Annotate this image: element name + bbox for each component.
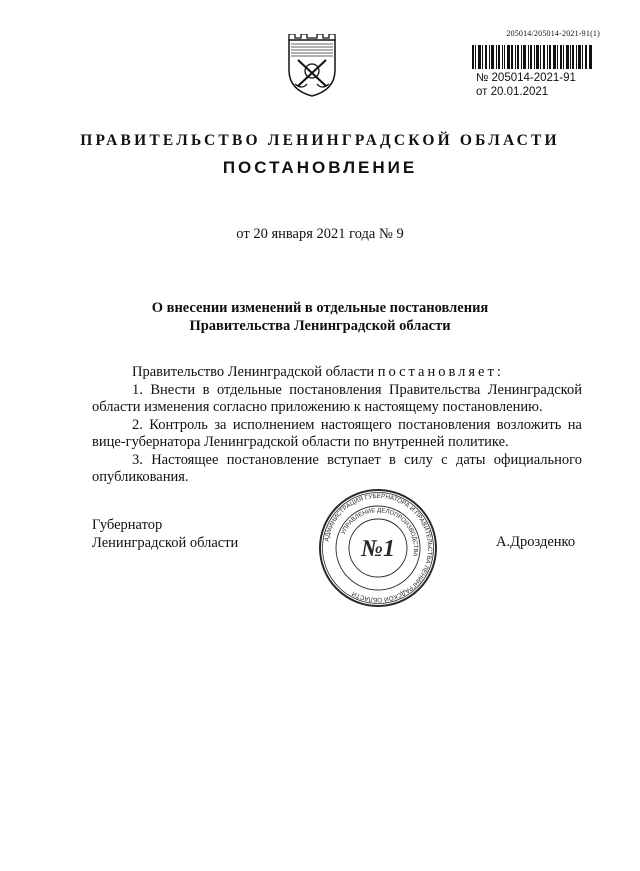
decree-word: постановляет: bbox=[377, 364, 504, 380]
stamp-ring-text: АДМИНИСТРАЦИЯ ГУБЕРНАТОРА И ПРАВИТЕЛЬСТВА ЛЕНИНГРАДСКОЙ ОБЛАСТИ bbox=[323, 492, 434, 604]
body-intro bbox=[92, 364, 582, 382]
body-item-1: 1. Внести в отдельные постановления Правительства Ленинградской области изменения согласно приложению к настоящему постановлению. bbox=[92, 381, 582, 415]
signatory-name: А.Дрозденко bbox=[496, 534, 576, 550]
body-item-2: 2. Контроль за исполнением настоящего постановления возложить на вице-губернатора Ленинградской области по внутренней политике. bbox=[92, 416, 582, 450]
intro-text: Правительство Ленинградской области bbox=[132, 364, 375, 380]
signatory-position bbox=[92, 516, 238, 552]
authority-heading: ПРАВИТЕЛЬСТВО ЛЕНИНГРАДСКОЙ ОБЛАСТИ bbox=[80, 132, 560, 149]
title-line-1: О внесении изменений в отдельные постановления bbox=[151, 300, 489, 316]
position-line-1: Губернатор bbox=[92, 517, 163, 533]
title-line-2: Правительства Ленинградской области bbox=[189, 318, 451, 334]
registration-block bbox=[476, 71, 576, 99]
document-title bbox=[0, 299, 640, 335]
stamp-number: №1 bbox=[361, 536, 395, 562]
document-body bbox=[92, 364, 582, 487]
stamp-inner-text: УПРАВЛЕНИЕ ДЕЛОПРОИЗВОДСТВА bbox=[340, 507, 419, 557]
registration-number: № 205014-2021-91 bbox=[476, 72, 576, 84]
barcode bbox=[472, 45, 592, 69]
coat-of-arms-icon bbox=[285, 34, 339, 98]
official-stamp bbox=[318, 488, 438, 608]
document-type-heading: ПОСТАНОВЛЕНИЕ bbox=[222, 158, 418, 177]
position-line-2: Ленинградской области bbox=[92, 535, 239, 551]
body-item-3: 3. Настоящее постановление вступает в силу с даты официального опубликования. bbox=[92, 451, 582, 485]
document-date-number: от 20 января 2021 года № 9 bbox=[236, 226, 404, 242]
registration-date: от 20.01.2021 bbox=[476, 86, 549, 98]
document-code: 205014/205014-2021-91(1) bbox=[506, 29, 600, 38]
